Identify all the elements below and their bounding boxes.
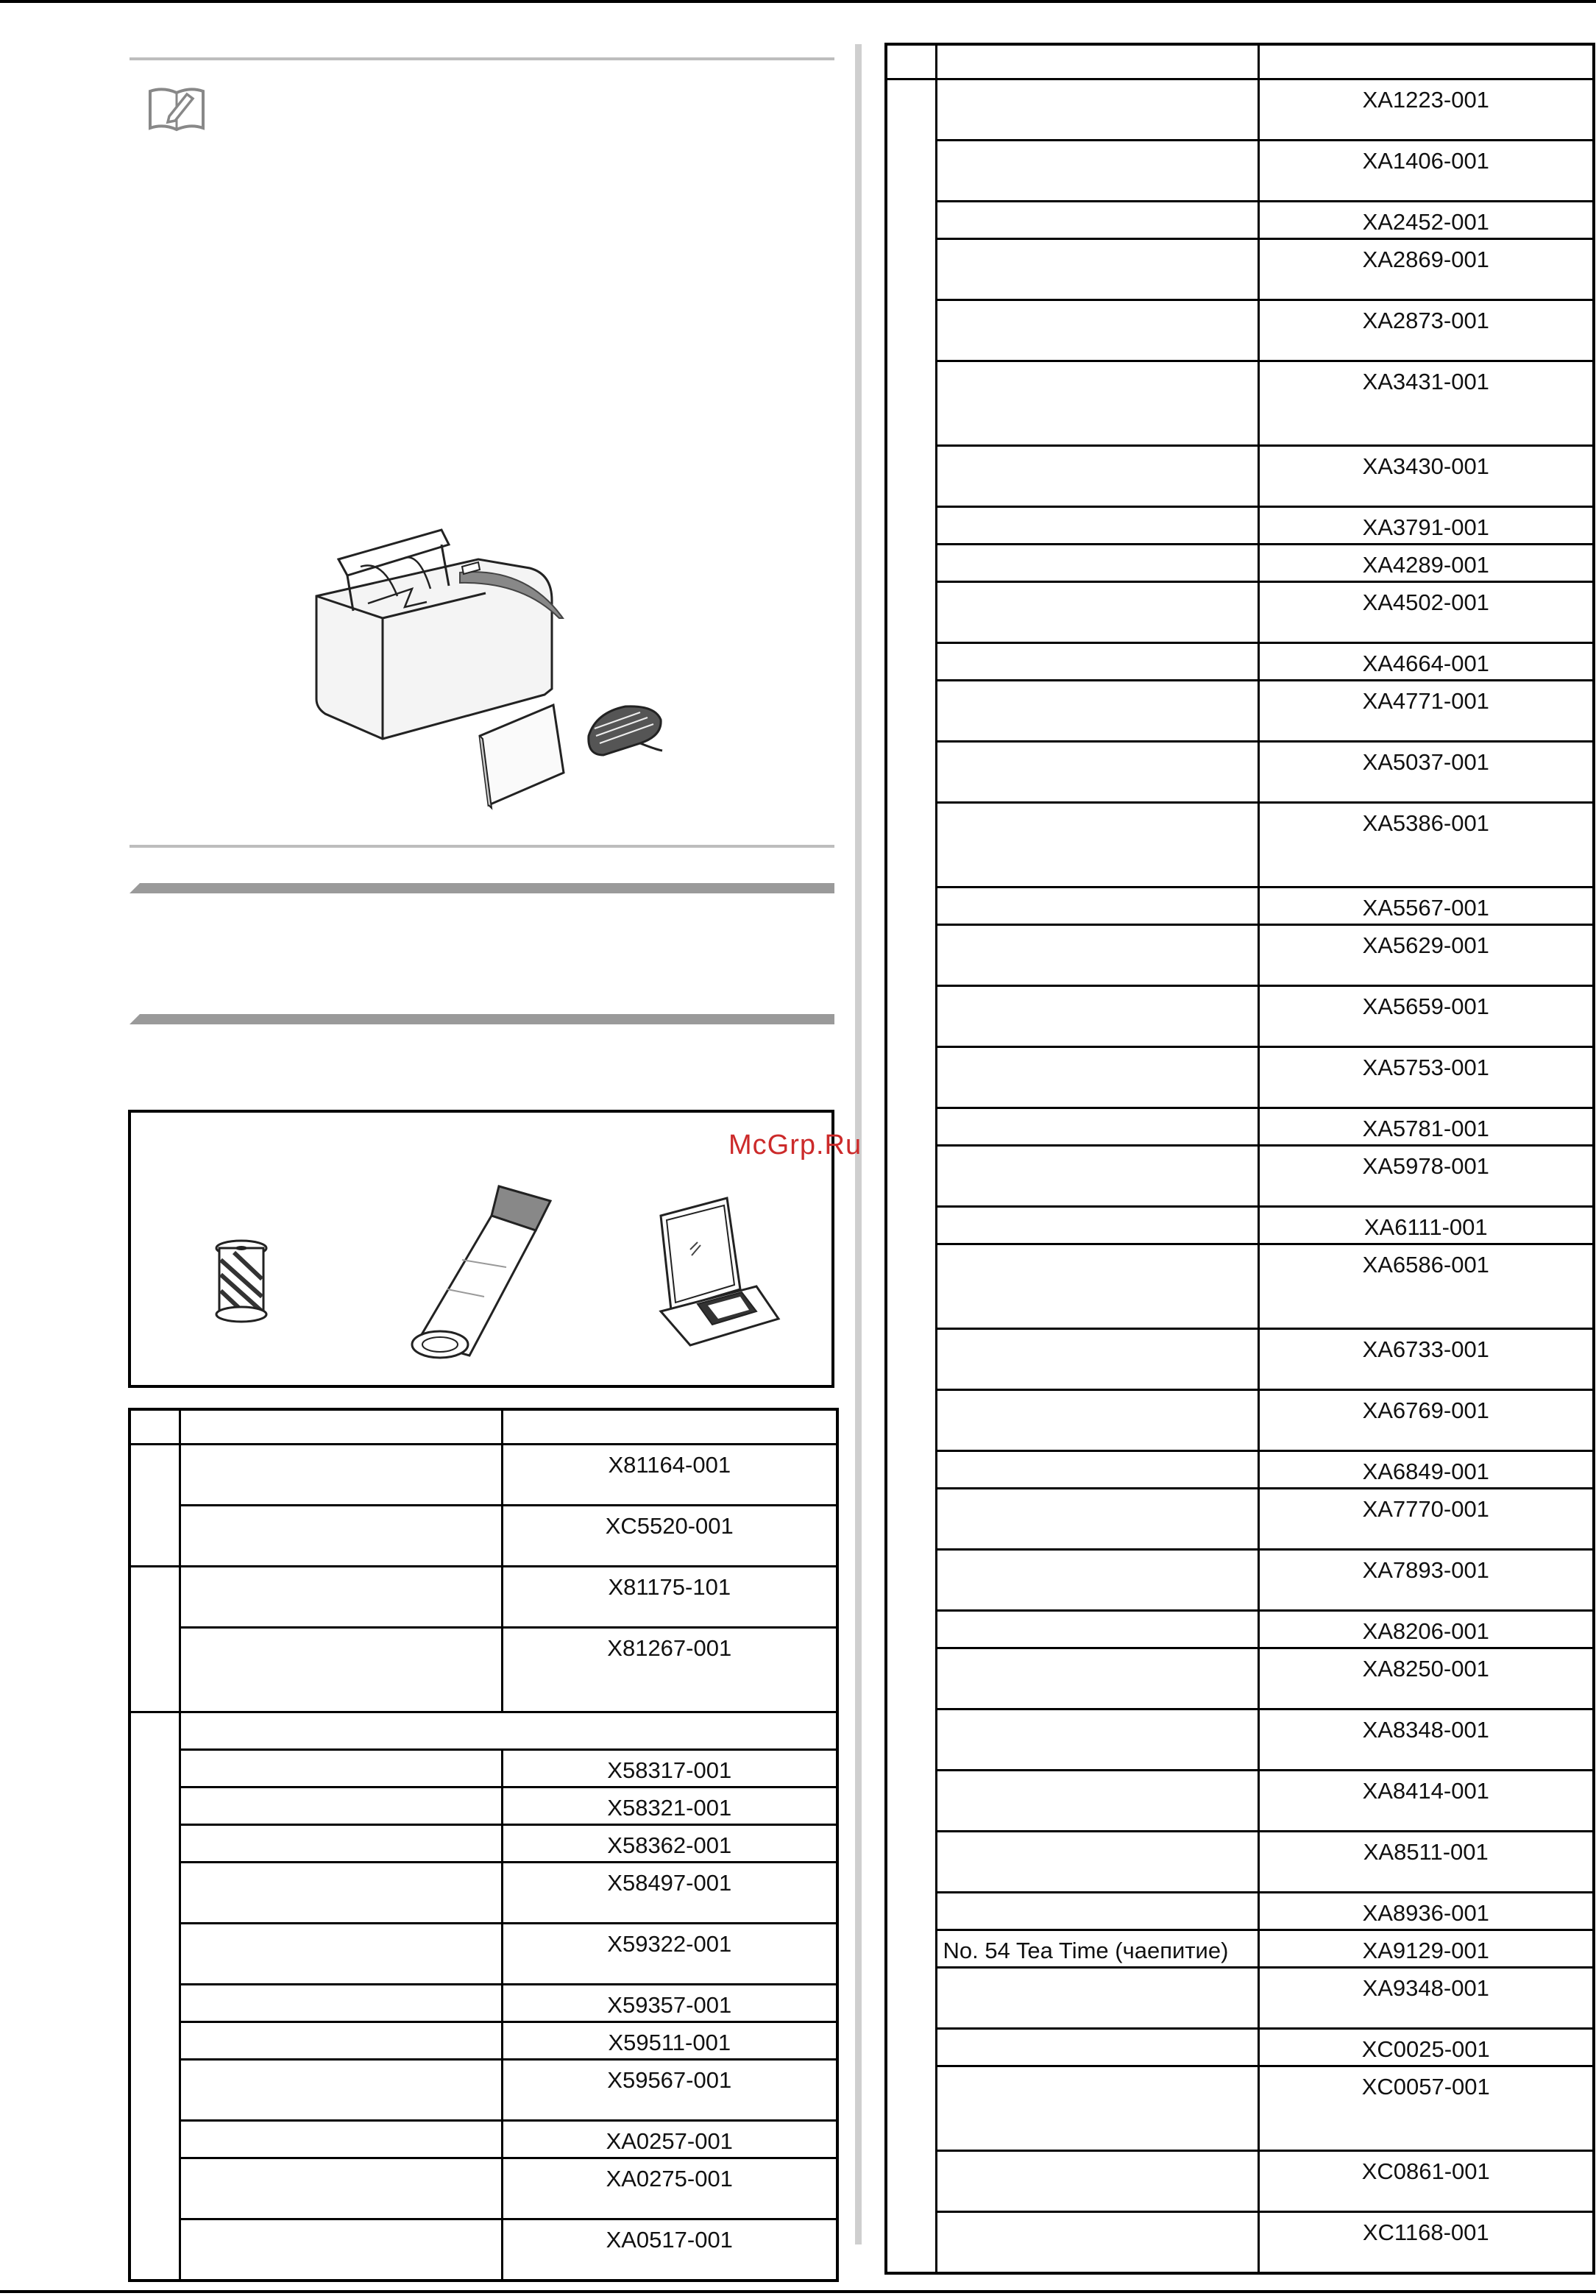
table-row — [886, 1611, 1594, 1648]
group-cell — [886, 79, 936, 2274]
table-row — [886, 1648, 1594, 1709]
part-name-cell — [936, 1108, 1258, 1146]
part-code-cell: X59511-001 — [502, 2022, 837, 2060]
part-name-cell — [936, 643, 1258, 681]
part-name-cell — [180, 1985, 502, 2022]
thread-spool-icon — [212, 1238, 271, 1326]
part-code-cell: XA2873-001 — [1258, 300, 1594, 361]
table-row — [886, 1329, 1594, 1390]
part-name-cell — [936, 1771, 1258, 1832]
part-name-cell — [936, 79, 1258, 141]
top-rule — [0, 0, 1596, 3]
part-code-cell: XA2869-001 — [1258, 239, 1594, 300]
group-cell — [130, 1712, 180, 2281]
part-code-cell: XA8348-001 — [1258, 1709, 1594, 1771]
part-name-cell — [936, 2066, 1258, 2151]
part-name-cell — [180, 1628, 502, 1712]
part-code-cell: XA8414-001 — [1258, 1771, 1594, 1832]
table-row — [130, 1787, 837, 1825]
table-row — [130, 1506, 837, 1567]
table-row — [886, 803, 1594, 887]
part-name-cell — [180, 1924, 502, 1985]
table-row — [130, 2022, 837, 2060]
part-code-cell: XA5659-001 — [1258, 986, 1594, 1047]
part-code-cell: XA7893-001 — [1258, 1550, 1594, 1611]
part-code-cell: X59567-001 — [502, 2060, 837, 2121]
table-row — [886, 545, 1594, 582]
table-row — [886, 643, 1594, 681]
part-name-cell — [936, 2151, 1258, 2212]
table-row — [130, 2121, 837, 2158]
table-row — [886, 1146, 1594, 1207]
part-code-cell: XC0861-001 — [1258, 2151, 1594, 2212]
table-row — [886, 582, 1594, 643]
table-row — [886, 1930, 1594, 1968]
part-name-cell — [180, 2022, 502, 2060]
table-row — [130, 2060, 837, 2121]
table-row — [130, 1825, 837, 1863]
part-code-cell: XA0275-001 — [502, 2158, 837, 2219]
part-code-cell: XA8511-001 — [1258, 1832, 1594, 1893]
part-name-cell — [936, 1832, 1258, 1893]
part-name-cell — [936, 1489, 1258, 1550]
part-name-cell — [936, 925, 1258, 986]
part-code-cell: XA9348-001 — [1258, 1968, 1594, 2029]
watermark: McGrp.Ru — [728, 1130, 862, 1161]
part-name-cell: No. 54 Tea Time (чаепитие) — [936, 1930, 1258, 1968]
table-row — [130, 1567, 837, 1628]
note-top-rule — [130, 57, 834, 60]
part-code-cell: XA5386-001 — [1258, 803, 1594, 887]
part-name-cell — [936, 1146, 1258, 1207]
part-code-cell: XA2452-001 — [1258, 202, 1594, 239]
part-code-cell: XA4664-001 — [1258, 643, 1594, 681]
part-code-cell: XA3430-001 — [1258, 446, 1594, 507]
part-name-cell — [180, 1750, 502, 1787]
part-name-cell — [936, 803, 1258, 887]
part-code-cell: XA4502-001 — [1258, 582, 1594, 643]
part-code-cell: XA6733-001 — [1258, 1329, 1594, 1390]
part-code-cell: XA0257-001 — [502, 2121, 837, 2158]
part-name-cell — [936, 742, 1258, 803]
note-book-icon — [147, 82, 206, 134]
header-cell — [886, 44, 936, 79]
part-name-cell — [180, 2060, 502, 2121]
part-code-cell: X59357-001 — [502, 1985, 837, 2022]
table-row — [886, 1771, 1594, 1832]
part-name-cell — [936, 1451, 1258, 1489]
part-code-cell: XA8250-001 — [1258, 1648, 1594, 1709]
part-name-cell — [180, 1567, 502, 1628]
table-row — [886, 925, 1594, 986]
table-row — [886, 202, 1594, 239]
part-name-cell — [936, 2029, 1258, 2066]
header-cell — [1258, 44, 1594, 79]
table-row — [886, 1832, 1594, 1893]
part-code-cell: XA6849-001 — [1258, 1451, 1594, 1489]
part-name-cell — [936, 239, 1258, 300]
table-header-row — [130, 1409, 837, 1445]
table-row — [886, 1893, 1594, 1930]
part-name-cell — [180, 2219, 502, 2281]
part-code-cell: XA1406-001 — [1258, 141, 1594, 202]
table-row — [130, 2219, 837, 2281]
part-code-cell: XA4289-001 — [1258, 545, 1594, 582]
header-cell — [502, 1409, 837, 1445]
table-row — [130, 1712, 837, 1750]
table-row — [886, 1244, 1594, 1329]
table-row — [130, 1628, 837, 1712]
part-name-cell — [936, 1893, 1258, 1930]
table-row — [886, 1451, 1594, 1489]
bottom-rule — [0, 2290, 1596, 2293]
part-name-cell — [936, 1968, 1258, 2029]
table-row — [886, 239, 1594, 300]
part-code-cell: XA7770-001 — [1258, 1489, 1594, 1550]
part-code-cell: X81164-001 — [502, 1445, 837, 1506]
table-row — [886, 361, 1594, 446]
part-name-cell — [180, 1825, 502, 1863]
table-row — [886, 1390, 1594, 1451]
part-code-cell: XC0025-001 — [1258, 2029, 1594, 2066]
section-band-bottom — [130, 1014, 834, 1024]
table-row — [886, 300, 1594, 361]
part-code-cell: XA5753-001 — [1258, 1047, 1594, 1108]
table-row — [886, 1207, 1594, 1244]
table-row — [886, 1108, 1594, 1146]
part-name-cell — [936, 1550, 1258, 1611]
part-code-cell: XC0057-001 — [1258, 2066, 1594, 2151]
part-name-cell — [936, 1648, 1258, 1709]
part-code-cell: X58362-001 — [502, 1825, 837, 1863]
part-name-cell — [936, 1611, 1258, 1648]
table-row — [886, 2212, 1594, 2274]
part-name-cell — [180, 1863, 502, 1924]
group-heading-cell — [180, 1712, 837, 1750]
table-row — [886, 2066, 1594, 2151]
part-name-cell — [936, 300, 1258, 361]
part-code-cell: X58317-001 — [502, 1750, 837, 1787]
note-bottom-rule — [130, 845, 834, 848]
table-row — [886, 2151, 1594, 2212]
table-row — [886, 507, 1594, 545]
machine-accessory-illustration — [294, 515, 706, 824]
part-code-cell: X58497-001 — [502, 1863, 837, 1924]
part-name-cell — [936, 986, 1258, 1047]
part-name-cell — [936, 2212, 1258, 2274]
header-cell — [936, 44, 1258, 79]
part-code-cell: XC5520-001 — [502, 1506, 837, 1567]
part-code-cell: XC1168-001 — [1258, 2212, 1594, 2274]
part-name-cell — [180, 2158, 502, 2219]
part-name-cell — [936, 202, 1258, 239]
table-row — [130, 2158, 837, 2219]
table-row — [886, 742, 1594, 803]
part-code-cell: XA8206-001 — [1258, 1611, 1594, 1648]
table-row — [886, 986, 1594, 1047]
group-cell — [130, 1567, 180, 1712]
part-code-cell: X58321-001 — [502, 1787, 837, 1825]
part-name-cell — [936, 1390, 1258, 1451]
part-code-cell: XA6769-001 — [1258, 1390, 1594, 1451]
part-name-cell — [936, 507, 1258, 545]
part-code-cell: X81267-001 — [502, 1628, 837, 1712]
table-row — [130, 1924, 837, 1985]
part-code-cell: XA3431-001 — [1258, 361, 1594, 446]
header-cell — [180, 1409, 502, 1445]
part-name-cell — [180, 1506, 502, 1567]
part-code-cell: XA9129-001 — [1258, 1930, 1594, 1968]
header-cell — [130, 1409, 180, 1445]
part-name-cell — [180, 1445, 502, 1506]
part-name-cell — [936, 545, 1258, 582]
table-row — [130, 1445, 837, 1506]
part-code-cell: XA5629-001 — [1258, 925, 1594, 986]
part-name-cell — [180, 2121, 502, 2158]
part-name-cell — [936, 1329, 1258, 1390]
part-name-cell — [936, 446, 1258, 507]
part-code-cell: XA1223-001 — [1258, 79, 1594, 141]
table-row — [886, 887, 1594, 925]
part-code-cell: X81175-101 — [502, 1567, 837, 1628]
part-name-cell — [936, 681, 1258, 742]
stabilizer-roll-icon — [403, 1179, 572, 1370]
table-row — [886, 1968, 1594, 2029]
table-row — [886, 2029, 1594, 2066]
part-name-cell — [936, 141, 1258, 202]
part-code-cell: XA5567-001 — [1258, 887, 1594, 925]
part-code-cell: XA3791-001 — [1258, 507, 1594, 545]
table-row — [886, 1550, 1594, 1611]
part-code-cell: XA8936-001 — [1258, 1893, 1594, 1930]
parts-table-right — [884, 43, 1595, 2275]
table-row — [886, 681, 1594, 742]
table-row — [130, 1985, 837, 2022]
table-row — [886, 1047, 1594, 1108]
table-row — [886, 1709, 1594, 1771]
part-code-cell: XA0517-001 — [502, 2219, 837, 2281]
table-row — [130, 1863, 837, 1924]
table-row — [130, 1750, 837, 1787]
table-header-row — [886, 44, 1594, 79]
parts-table-left — [128, 1408, 839, 2282]
part-name-cell — [936, 582, 1258, 643]
part-name-cell — [936, 1047, 1258, 1108]
section-band-top — [130, 883, 834, 893]
part-code-cell: X59322-001 — [502, 1924, 837, 1985]
part-name-cell — [180, 1787, 502, 1825]
part-code-cell: XA6586-001 — [1258, 1244, 1594, 1329]
part-code-cell: XA5781-001 — [1258, 1108, 1594, 1146]
part-code-cell: XA4771-001 — [1258, 681, 1594, 742]
part-name-cell — [936, 1207, 1258, 1244]
table-row — [886, 446, 1594, 507]
part-name-cell — [936, 1709, 1258, 1771]
part-name-cell — [936, 887, 1258, 925]
part-code-cell: XA6111-001 — [1258, 1207, 1594, 1244]
group-cell — [130, 1445, 180, 1567]
part-name-cell — [936, 1244, 1258, 1329]
part-code-cell: XA5037-001 — [1258, 742, 1594, 803]
part-code-cell: XA5978-001 — [1258, 1146, 1594, 1207]
table-row — [886, 141, 1594, 202]
card-case-icon — [646, 1194, 793, 1348]
part-name-cell — [936, 361, 1258, 446]
table-row — [886, 1489, 1594, 1550]
table-row — [886, 79, 1594, 141]
